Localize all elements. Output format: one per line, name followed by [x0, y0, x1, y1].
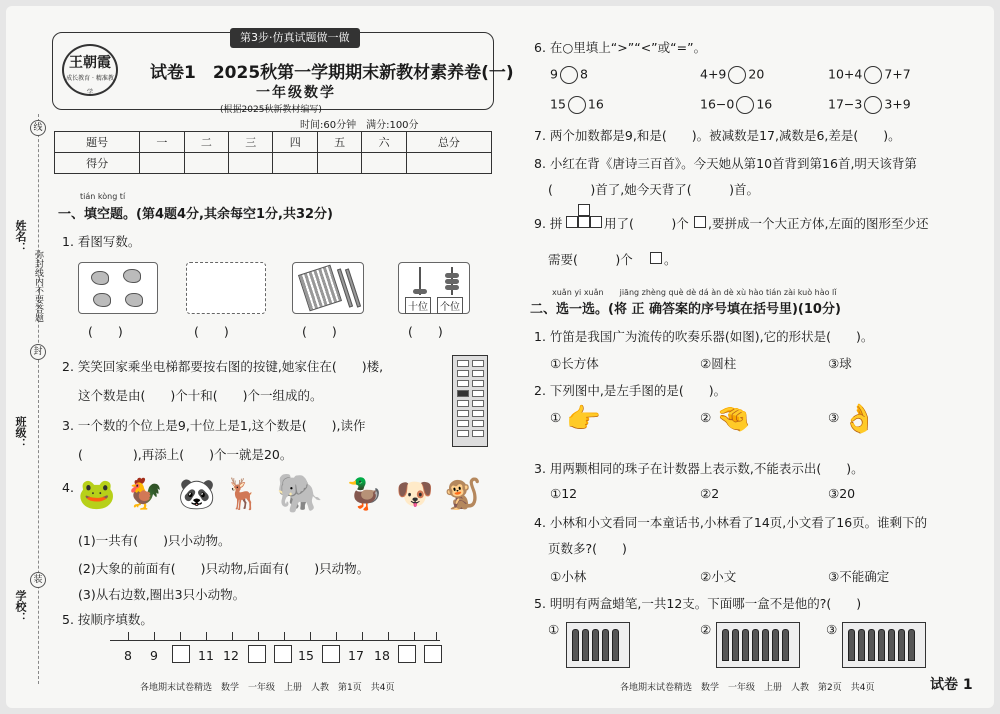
single-cube-icon [650, 252, 662, 264]
answer-blank[interactable]: ( ) [408, 324, 443, 339]
q2-line2: 这个数是由( )个十和( )个一组成的。 [78, 388, 323, 403]
cube-icon [566, 216, 578, 228]
bird-icon [91, 271, 109, 285]
score-cell[interactable] [229, 153, 273, 174]
compare-right: 20 [748, 66, 765, 82]
row-label: 得分 [55, 153, 140, 174]
score-cell[interactable] [184, 153, 228, 174]
birds-picture [78, 262, 158, 314]
q2-4-line1: 4. 小林和小文看同一本童话书,小林看了14页,小文看了16页。谁剩下的 [534, 515, 928, 530]
option[interactable]: ② [700, 410, 712, 425]
seal-char-xian: 线 [30, 120, 46, 136]
elevator-button [457, 430, 469, 437]
tick [232, 632, 233, 640]
option[interactable]: ③不能确定 [828, 569, 890, 584]
panda-icon: 🐼 [178, 477, 216, 512]
crayon-icon [868, 629, 875, 661]
step-banner: 第3步·仿真试题做一做 [230, 28, 360, 48]
table-row [55, 153, 492, 174]
page-label: 试卷 1 [930, 677, 973, 693]
compare-right: 8 [579, 66, 588, 82]
compare-circle[interactable] [864, 96, 882, 114]
compare-left: 15 [550, 96, 566, 112]
option[interactable]: ② [700, 622, 712, 637]
compare-circle[interactable] [560, 66, 578, 84]
single-cube-icon [694, 216, 706, 228]
score-table [54, 131, 492, 174]
tick [436, 632, 437, 640]
crayon-icon [592, 629, 599, 661]
q9-part2: 用了( )个 [604, 216, 689, 231]
crayon-icon [582, 629, 589, 661]
tick [154, 632, 155, 640]
tick [258, 632, 259, 640]
exam-title: 试卷1 2025秋第一学期期末新教材素养卷(一) [150, 63, 514, 83]
section1-title: 一、填空题。(第4题4分,其余每空1分,共32分) [58, 207, 333, 222]
column-header: 四 [273, 132, 317, 153]
q4-line3: (3)从右边数,圈出3只小动物。 [78, 587, 246, 602]
compare-left: 4+9 [700, 66, 727, 82]
q2-2-text: 2. 下列图中,是左手图的是( )。 [534, 383, 727, 398]
section2-title: 二、选一选。(将 正 确答案的序号填在括号里)(10分) [530, 302, 841, 317]
footer-right: 各地期末试卷精选 数学 一年级 上册 人教 第2页 共4页 [620, 683, 875, 693]
option[interactable]: ①小林 [550, 569, 587, 584]
bead [445, 273, 459, 278]
answer-blank[interactable]: ( ) [302, 324, 337, 339]
crayon-icon [888, 629, 895, 661]
pointing-hand-icon: 👉 [566, 402, 601, 435]
binding-strip [6, 100, 42, 680]
pinching-hand-icon: 🤏 [716, 402, 751, 435]
crayon-icon [878, 629, 885, 661]
option[interactable]: ②2 [700, 486, 720, 501]
score-cell[interactable] [362, 153, 406, 174]
q6-row1-item1 [550, 66, 588, 84]
q6-row2-item3 [828, 96, 911, 114]
number-line-value: 17 [348, 648, 364, 663]
compare-left: 10+4 [828, 66, 863, 82]
elevator-button [457, 400, 469, 407]
column-header: 六 [362, 132, 406, 153]
q4-line1: (1)一共有( )只小动物。 [78, 533, 231, 548]
option[interactable]: ① [548, 622, 560, 637]
row-label: 题号 [55, 132, 140, 153]
compare-right: 7+7 [884, 66, 911, 82]
crayon-icon [742, 629, 749, 661]
tens-label: 十位 [405, 297, 431, 314]
elevator-button-pressed [457, 390, 469, 397]
school-label: 学校： [14, 590, 27, 623]
elevator-button [457, 410, 469, 417]
tick [310, 632, 311, 640]
crayon-box-1 [566, 622, 630, 668]
column-header: 三 [229, 132, 273, 153]
time-and-score: 时间:60分钟 满分:100分 [300, 120, 419, 131]
option[interactable]: ① [550, 410, 562, 425]
q6-row1-item2 [700, 66, 764, 84]
option[interactable]: ②小文 [700, 569, 737, 584]
crayon-icon [732, 629, 739, 661]
compare-right: 16 [587, 96, 604, 112]
crayon-icon [782, 629, 789, 661]
elevator-panel [452, 355, 488, 447]
q3-line1: 3. 一个数的个位上是9,十位上是1,这个数是( ),读作 [62, 418, 366, 433]
crayon-icon [752, 629, 759, 661]
tick [128, 632, 129, 640]
number-line-value: 8 [124, 648, 132, 663]
abacus-picture [398, 262, 470, 314]
deer-icon: 🦌 [224, 477, 262, 512]
monkey-icon: 🐒 [444, 477, 482, 512]
section2-pinyin: xuǎn yi xuǎn jiāng zhèng què dè dá àn dè xù hào tián zài kuò hào lǐ [552, 288, 837, 297]
elevator-button [457, 380, 469, 387]
rooster-icon: 🐓 [126, 477, 164, 512]
option[interactable]: ③ [826, 622, 838, 637]
q9-line2a: 需要( )个 [548, 252, 633, 267]
tick [362, 632, 363, 640]
option[interactable]: ③球 [828, 356, 852, 371]
q6-row1-item3 [828, 66, 911, 84]
stick-bundle-icon [298, 265, 342, 312]
ok-hand-icon: 👌 [842, 402, 877, 435]
column-header: 二 [184, 132, 228, 153]
class-label: 班级： [14, 416, 27, 449]
number-line-blank[interactable] [322, 645, 340, 663]
bead [445, 285, 459, 290]
q9-line2b: 。 [664, 252, 677, 267]
elevator-button [472, 360, 484, 367]
number-line-blank[interactable] [398, 645, 416, 663]
tick [206, 632, 207, 640]
publisher-logo [62, 44, 118, 96]
bead [445, 279, 459, 284]
number-line-value: 18 [374, 648, 390, 663]
cube-icon [590, 216, 602, 228]
elevator-button [472, 430, 484, 437]
option[interactable]: ②圆柱 [700, 356, 737, 371]
section1-pinyin: tián kòng tí [80, 192, 126, 201]
compare-left: 17−3 [828, 96, 863, 112]
cube-icon [578, 204, 590, 216]
crayon-icon [908, 629, 915, 661]
footer-left: 各地期末试卷精选 数学 一年级 上册 人教 第1页 共4页 [140, 683, 395, 693]
option[interactable]: ③ [828, 410, 840, 425]
option[interactable]: ①12 [550, 486, 578, 501]
crayon-box-3 [842, 622, 926, 668]
table-row [55, 132, 492, 153]
seal-char-zhuang: 装 [30, 572, 46, 588]
q6-row2-item2 [700, 96, 772, 114]
elevator-button [472, 370, 484, 377]
elevator-button [457, 420, 469, 427]
score-cell[interactable] [406, 153, 491, 174]
compare-left: 9 [550, 66, 558, 82]
number-line-value: 11 [198, 648, 214, 663]
number-line-value: 12 [223, 648, 239, 663]
tick [180, 632, 181, 640]
dog-icon: 🐶 [396, 477, 434, 512]
elevator-button [472, 400, 484, 407]
number-line-blank[interactable] [172, 645, 190, 663]
number-line-blank[interactable] [274, 645, 292, 663]
answer-blank[interactable]: ( ) [194, 324, 229, 339]
compare-circle[interactable] [864, 66, 882, 84]
exam-note: (根据2025秋新教材编写) [220, 105, 322, 115]
seal-line [38, 114, 39, 684]
elevator-button [472, 420, 484, 427]
bird-icon [123, 269, 141, 283]
option[interactable]: ①长方体 [550, 356, 599, 371]
compare-circle[interactable] [736, 96, 754, 114]
elevator-button [457, 370, 469, 377]
number-line [110, 640, 440, 641]
q9-part1: 9. 拼 [534, 216, 563, 231]
score-cell[interactable] [317, 153, 361, 174]
column-header: 五 [317, 132, 361, 153]
number-line-blank[interactable] [248, 645, 266, 663]
elevator-button [472, 380, 484, 387]
cube-icon [578, 216, 590, 228]
compare-right: 16 [756, 96, 773, 112]
q4-line2: (2)大象的前面有( )只动物,后面有( )只动物。 [78, 561, 370, 576]
number-line-value: 9 [150, 648, 158, 663]
q4-number: 4. [62, 480, 74, 495]
score-cell[interactable] [140, 153, 184, 174]
tick [336, 632, 337, 640]
tick [414, 632, 415, 640]
q6-row2-item1 [550, 96, 604, 114]
compare-left: 16−0 [700, 96, 735, 112]
q8-line2: ( )首了,她今天背了( )首。 [548, 182, 759, 197]
crayon-icon [898, 629, 905, 661]
sticks-picture [292, 262, 364, 314]
q7-text: 7. 两个加数都是9,和是( )。被减数是17,减数是6,差是( )。 [534, 128, 901, 143]
bead [413, 289, 427, 294]
logo-text: 王朝霞 [69, 55, 111, 71]
duck-icon: 🦆 [346, 477, 384, 512]
frog-icon: 🐸 [78, 477, 116, 512]
q2-4-line2: 页数多?( ) [548, 541, 627, 556]
elevator-button [472, 390, 484, 397]
crayon-box-2 [716, 622, 800, 668]
number-line-blank[interactable] [424, 645, 442, 663]
q1-text: 1. 看图写数。 [62, 234, 141, 249]
column-header: 一 [140, 132, 184, 153]
answer-blank[interactable]: ( ) [88, 324, 123, 339]
logo-subtext: 成长教育 · 精准教学 [66, 75, 114, 96]
compare-right: 3+9 [884, 96, 911, 112]
column-header: 总分 [406, 132, 491, 153]
name-label: 姓名： [14, 220, 27, 253]
empty-picture [186, 262, 266, 314]
q8-line1: 8. 小红在背《唐诗三百首》。今天她从第10首背到第16首,明天该背第 [534, 156, 917, 171]
score-cell[interactable] [273, 153, 317, 174]
tick [388, 632, 389, 640]
bird-icon [93, 293, 111, 307]
crayon-icon [772, 629, 779, 661]
compare-circle[interactable] [568, 96, 586, 114]
q2-line1: 2. 笑笑回家乘坐电梯都要按右图的按键,她家住在( )楼, [62, 359, 384, 374]
q2-3-text: 3. 用两颗相同的珠子在计数器上表示数,不能表示出( )。 [534, 461, 864, 476]
number-line-value: 15 [298, 648, 314, 663]
crayon-icon [858, 629, 865, 661]
q6-text: 6. 在○里填上“>”“<”或“=”。 [534, 40, 707, 55]
crayon-icon [572, 629, 579, 661]
seal-char-feng: 封 [30, 344, 46, 360]
crayon-icon [762, 629, 769, 661]
q9-part3: ,要拼成一个大正方体,左面的图形至少还 [708, 216, 929, 231]
q3-line2: ( ),再添上( )个一就是20。 [78, 447, 293, 462]
ones-label: 个位 [437, 297, 463, 314]
crayon-icon [848, 629, 855, 661]
bird-icon [125, 293, 143, 307]
seal-note: 弥封线内不要答题 [33, 250, 43, 322]
q5-text: 5. 按顺序填数。 [62, 612, 153, 627]
tick [284, 632, 285, 640]
elephant-icon: 🐘 [276, 471, 324, 515]
elevator-button [457, 360, 469, 367]
crayon-icon [612, 629, 619, 661]
q2-1-text: 1. 竹笛是我国广为流传的吹奏乐器(如图),它的形状是( )。 [534, 329, 874, 344]
crayon-icon [722, 629, 729, 661]
elevator-button [472, 410, 484, 417]
crayon-icon [602, 629, 609, 661]
option[interactable]: ③20 [828, 486, 856, 501]
compare-circle[interactable] [728, 66, 746, 84]
q2-5-text: 5. 明明有两盒蜡笔,一共12支。下面哪一盒不是他的?( ) [534, 596, 862, 611]
exam-subtitle: 一年级数学 [256, 85, 336, 101]
